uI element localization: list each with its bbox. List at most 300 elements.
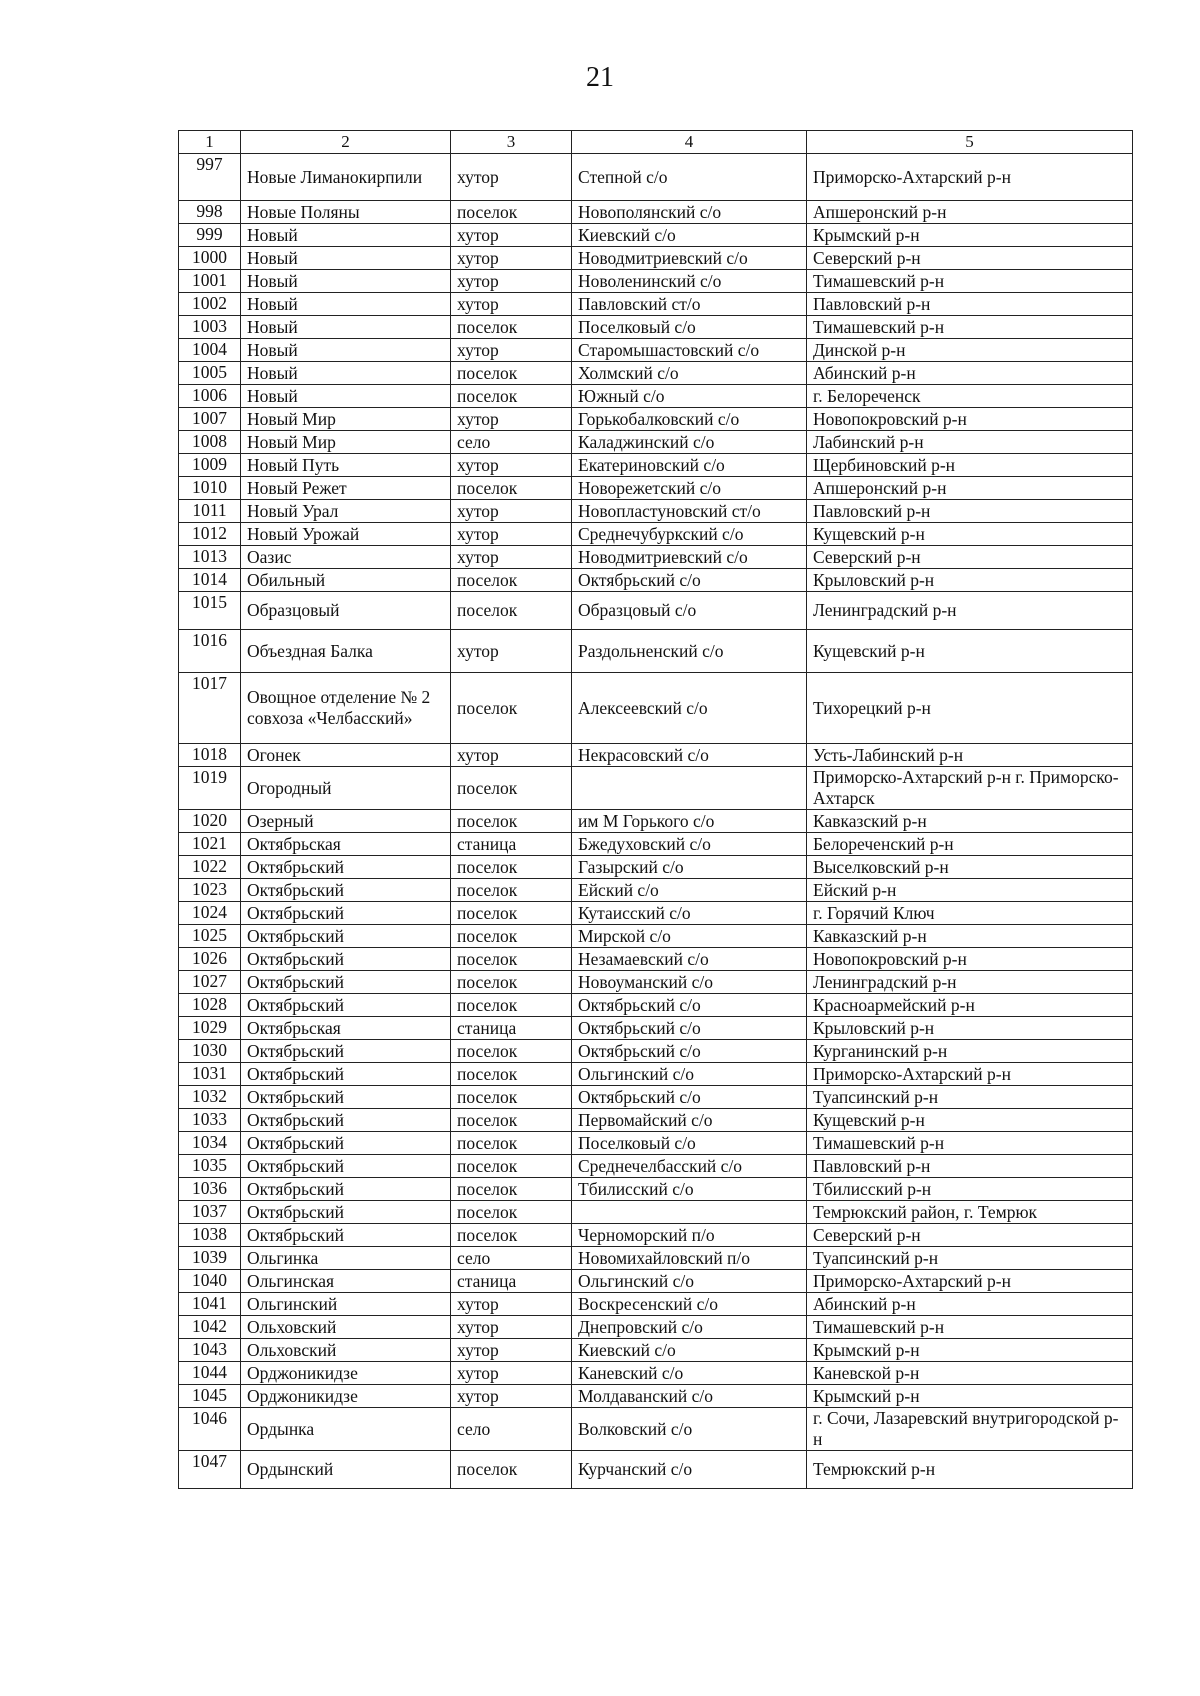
settlement-name-cell: Новый Путь bbox=[241, 454, 451, 477]
district-cell: Крымский р-н bbox=[807, 224, 1133, 247]
district-cell: Выселковский р-н bbox=[807, 856, 1133, 879]
settlement-name-cell: Октябрьский bbox=[241, 1201, 451, 1224]
settlement-type-cell: село bbox=[451, 431, 572, 454]
row-number-cell: 1013 bbox=[179, 546, 241, 569]
council-cell: Новорежетский с/о bbox=[572, 477, 807, 500]
settlement-type-cell: хутор bbox=[451, 224, 572, 247]
council-cell: Октябрьский с/о bbox=[572, 1086, 807, 1109]
settlement-name-cell: Ордынка bbox=[241, 1408, 451, 1451]
table-row bbox=[179, 630, 1133, 673]
settlement-type-cell: поселок bbox=[451, 1063, 572, 1086]
settlement-type-cell: хутор bbox=[451, 500, 572, 523]
table-row bbox=[179, 592, 1133, 630]
row-number-cell: 1041 bbox=[179, 1293, 241, 1316]
table-row bbox=[179, 431, 1133, 454]
settlement-name-cell: Ольгинская bbox=[241, 1270, 451, 1293]
table-header-row bbox=[179, 131, 1133, 154]
settlement-type-cell: поселок bbox=[451, 673, 572, 744]
table-row bbox=[179, 339, 1133, 362]
row-number-cell: 1025 bbox=[179, 925, 241, 948]
settlement-name-cell: Октябрьский bbox=[241, 948, 451, 971]
district-cell: Курганинский р-н bbox=[807, 1040, 1133, 1063]
council-cell: Южный с/о bbox=[572, 385, 807, 408]
settlement-name-cell: Ольгинка bbox=[241, 1247, 451, 1270]
table-row bbox=[179, 362, 1133, 385]
council-cell: Бжедуховский с/о bbox=[572, 833, 807, 856]
settlement-name-cell: Октябрьский bbox=[241, 856, 451, 879]
row-number-cell: 1016 bbox=[179, 630, 241, 673]
table-row bbox=[179, 1017, 1133, 1040]
row-number-cell: 1029 bbox=[179, 1017, 241, 1040]
settlement-name-cell: Октябрьский bbox=[241, 925, 451, 948]
settlement-name-cell: Октябрьский bbox=[241, 902, 451, 925]
district-cell: Крымский р-н bbox=[807, 1385, 1133, 1408]
settlement-name-cell: Новый Урал bbox=[241, 500, 451, 523]
row-number-cell: 1022 bbox=[179, 856, 241, 879]
table-row bbox=[179, 971, 1133, 994]
table-row bbox=[179, 408, 1133, 431]
table-row bbox=[179, 767, 1133, 810]
settlement-type-cell: поселок bbox=[451, 1224, 572, 1247]
row-number-cell: 1021 bbox=[179, 833, 241, 856]
table-row bbox=[179, 270, 1133, 293]
settlement-type-cell: хутор bbox=[451, 630, 572, 673]
district-cell: г. Белореченск bbox=[807, 385, 1133, 408]
district-cell: Северский р-н bbox=[807, 546, 1133, 569]
district-cell: Тихорецкий р-н bbox=[807, 673, 1133, 744]
district-cell: Лабинский р-н bbox=[807, 431, 1133, 454]
table-row bbox=[179, 1316, 1133, 1339]
table-row bbox=[179, 1408, 1133, 1451]
row-number-cell: 1017 bbox=[179, 673, 241, 744]
council-cell: Поселковый с/о bbox=[572, 316, 807, 339]
table-row bbox=[179, 224, 1133, 247]
table-row bbox=[179, 1178, 1133, 1201]
council-cell: Новоуманский с/о bbox=[572, 971, 807, 994]
settlement-type-cell: хутор bbox=[451, 1293, 572, 1316]
settlement-name-cell: Орджоникидзе bbox=[241, 1362, 451, 1385]
settlement-type-cell: хутор bbox=[451, 339, 572, 362]
row-number-cell: 998 bbox=[179, 201, 241, 224]
council-cell: Ольгинский с/о bbox=[572, 1063, 807, 1086]
table-row bbox=[179, 477, 1133, 500]
district-cell: Каневской р-н bbox=[807, 1362, 1133, 1385]
table-row bbox=[179, 1270, 1133, 1293]
council-cell: Воскресенский с/о bbox=[572, 1293, 807, 1316]
row-number-cell: 1024 bbox=[179, 902, 241, 925]
council-cell: Кутаисский с/о bbox=[572, 902, 807, 925]
settlement-type-cell: поселок bbox=[451, 994, 572, 1017]
council-cell: Образцовый с/о bbox=[572, 592, 807, 630]
row-number-cell: 1012 bbox=[179, 523, 241, 546]
table-row bbox=[179, 1247, 1133, 1270]
column-header: 3 bbox=[451, 131, 572, 154]
settlement-name-cell: Новые Поляны bbox=[241, 201, 451, 224]
district-cell: Павловский р-н bbox=[807, 293, 1133, 316]
row-number-cell: 1037 bbox=[179, 1201, 241, 1224]
row-number-cell: 1011 bbox=[179, 500, 241, 523]
table-row bbox=[179, 833, 1133, 856]
council-cell: Горькобалковский с/о bbox=[572, 408, 807, 431]
settlement-type-cell: поселок bbox=[451, 879, 572, 902]
council-cell: им М Горького с/о bbox=[572, 810, 807, 833]
table-row bbox=[179, 925, 1133, 948]
council-cell: Раздольненский с/о bbox=[572, 630, 807, 673]
settlement-type-cell: поселок bbox=[451, 316, 572, 339]
row-number-cell: 1009 bbox=[179, 454, 241, 477]
table-row bbox=[179, 154, 1133, 201]
district-cell: Кавказский р-н bbox=[807, 810, 1133, 833]
settlement-name-cell: Октябрьская bbox=[241, 833, 451, 856]
row-number-cell: 1023 bbox=[179, 879, 241, 902]
council-cell: Первомайский с/о bbox=[572, 1109, 807, 1132]
row-number-cell: 1031 bbox=[179, 1063, 241, 1086]
table-row bbox=[179, 247, 1133, 270]
table-row bbox=[179, 1293, 1133, 1316]
settlement-type-cell: станица bbox=[451, 833, 572, 856]
settlement-name-cell: Новый Урожай bbox=[241, 523, 451, 546]
district-cell: Северский р-н bbox=[807, 247, 1133, 270]
council-cell: Новоленинский с/о bbox=[572, 270, 807, 293]
settlement-name-cell: Октябрьский bbox=[241, 1040, 451, 1063]
council-cell: Киевский с/о bbox=[572, 1339, 807, 1362]
council-cell: Холмский с/о bbox=[572, 362, 807, 385]
settlement-name-cell: Огонек bbox=[241, 744, 451, 767]
settlement-name-cell: Обильный bbox=[241, 569, 451, 592]
row-number-cell: 1035 bbox=[179, 1155, 241, 1178]
settlement-name-cell: Октябрьский bbox=[241, 879, 451, 902]
council-cell: Некрасовский с/о bbox=[572, 744, 807, 767]
council-cell bbox=[572, 767, 807, 810]
council-cell: Новодмитриевский с/о bbox=[572, 247, 807, 270]
settlement-type-cell: село bbox=[451, 1247, 572, 1270]
district-cell: г. Горячий Ключ bbox=[807, 902, 1133, 925]
district-cell: Туапсинский р-н bbox=[807, 1086, 1133, 1109]
district-cell: Павловский р-н bbox=[807, 1155, 1133, 1178]
row-number-cell: 1005 bbox=[179, 362, 241, 385]
settlement-type-cell: поселок bbox=[451, 1109, 572, 1132]
council-cell: Октябрьский с/о bbox=[572, 569, 807, 592]
settlement-name-cell: Ордынский bbox=[241, 1451, 451, 1489]
council-cell: Поселковый с/о bbox=[572, 1132, 807, 1155]
district-cell: Приморско-Ахтарский р-н bbox=[807, 1063, 1133, 1086]
row-number-cell: 1002 bbox=[179, 293, 241, 316]
council-cell: Среднечубуркский с/о bbox=[572, 523, 807, 546]
council-cell: Павловский ст/о bbox=[572, 293, 807, 316]
settlement-type-cell: село bbox=[451, 1408, 572, 1451]
council-cell: Степной с/о bbox=[572, 154, 807, 201]
district-cell: Новопокровский р-н bbox=[807, 948, 1133, 971]
row-number-cell: 1036 bbox=[179, 1178, 241, 1201]
council-cell: Новополянский с/о bbox=[572, 201, 807, 224]
settlement-name-cell: Новый Режет bbox=[241, 477, 451, 500]
row-number-cell: 997 bbox=[179, 154, 241, 201]
table-row bbox=[179, 879, 1133, 902]
council-cell: Среднечелбасский с/о bbox=[572, 1155, 807, 1178]
table-row bbox=[179, 1063, 1133, 1086]
council-cell: Мирской с/о bbox=[572, 925, 807, 948]
table-row bbox=[179, 293, 1133, 316]
council-cell: Алексеевский с/о bbox=[572, 673, 807, 744]
table-row bbox=[179, 994, 1133, 1017]
settlement-name-cell: Октябрьский bbox=[241, 1132, 451, 1155]
council-cell: Новомихайловский п/о bbox=[572, 1247, 807, 1270]
council-cell: Каневский с/о bbox=[572, 1362, 807, 1385]
row-number-cell: 1047 bbox=[179, 1451, 241, 1489]
table-row bbox=[179, 454, 1133, 477]
council-cell: Волковский с/о bbox=[572, 1408, 807, 1451]
settlement-name-cell: Овощное отделение № 2 совхоза «Челбасский» bbox=[241, 673, 451, 744]
council-cell: Старомышастовский с/о bbox=[572, 339, 807, 362]
settlement-type-cell: хутор bbox=[451, 1385, 572, 1408]
district-cell: Ленинградский р-н bbox=[807, 592, 1133, 630]
district-cell: Новопокровский р-н bbox=[807, 408, 1133, 431]
settlements-table bbox=[178, 130, 1133, 1489]
district-cell: Тимашевский р-н bbox=[807, 270, 1133, 293]
column-header: 4 bbox=[572, 131, 807, 154]
settlement-name-cell: Октябрьская bbox=[241, 1017, 451, 1040]
council-cell: Ейский с/о bbox=[572, 879, 807, 902]
row-number-cell: 1042 bbox=[179, 1316, 241, 1339]
row-number-cell: 1020 bbox=[179, 810, 241, 833]
settlement-type-cell: хутор bbox=[451, 270, 572, 293]
settlement-type-cell: поселок bbox=[451, 1086, 572, 1109]
settlement-name-cell: Новый bbox=[241, 316, 451, 339]
settlement-type-cell: поселок bbox=[451, 1132, 572, 1155]
district-cell: Щербиновский р-н bbox=[807, 454, 1133, 477]
row-number-cell: 1014 bbox=[179, 569, 241, 592]
settlement-name-cell: Орджоникидзе bbox=[241, 1385, 451, 1408]
district-cell: Крымский р-н bbox=[807, 1339, 1133, 1362]
settlement-name-cell: Образцовый bbox=[241, 592, 451, 630]
row-number-cell: 1027 bbox=[179, 971, 241, 994]
district-cell: Абинский р-н bbox=[807, 362, 1133, 385]
settlement-type-cell: хутор bbox=[451, 1316, 572, 1339]
row-number-cell: 1004 bbox=[179, 339, 241, 362]
table-body bbox=[179, 154, 1133, 1489]
table-row bbox=[179, 902, 1133, 925]
table-row bbox=[179, 856, 1133, 879]
district-cell: г. Сочи, Лазаревский внутригородской р-н bbox=[807, 1408, 1133, 1451]
district-cell: Красноармейский р-н bbox=[807, 994, 1133, 1017]
council-cell: Октябрьский с/о bbox=[572, 1017, 807, 1040]
table-row bbox=[179, 1362, 1133, 1385]
row-number-cell: 999 bbox=[179, 224, 241, 247]
settlement-type-cell: поселок bbox=[451, 592, 572, 630]
council-cell: Днепровский с/о bbox=[572, 1316, 807, 1339]
district-cell: Северский р-н bbox=[807, 1224, 1133, 1247]
settlement-type-cell: поселок bbox=[451, 810, 572, 833]
settlement-name-cell: Новый bbox=[241, 247, 451, 270]
settlement-name-cell: Новый bbox=[241, 385, 451, 408]
settlement-type-cell: поселок bbox=[451, 362, 572, 385]
table-row bbox=[179, 948, 1133, 971]
council-cell: Новопластуновский ст/о bbox=[572, 500, 807, 523]
row-number-cell: 1045 bbox=[179, 1385, 241, 1408]
table-row bbox=[179, 1155, 1133, 1178]
settlement-type-cell: поселок bbox=[451, 856, 572, 879]
row-number-cell: 1034 bbox=[179, 1132, 241, 1155]
district-cell: Темрюкский р-н bbox=[807, 1451, 1133, 1489]
settlement-name-cell: Новый Мир bbox=[241, 408, 451, 431]
settlement-type-cell: хутор bbox=[451, 1362, 572, 1385]
table-row bbox=[179, 316, 1133, 339]
row-number-cell: 1010 bbox=[179, 477, 241, 500]
settlement-type-cell: поселок bbox=[451, 948, 572, 971]
table-row bbox=[179, 1385, 1133, 1408]
district-cell: Тимашевский р-н bbox=[807, 1132, 1133, 1155]
table-row bbox=[179, 201, 1133, 224]
district-cell: Туапсинский р-н bbox=[807, 1247, 1133, 1270]
district-cell: Приморско-Ахтарский р-н г. Приморско-Ахтарск bbox=[807, 767, 1133, 810]
table-row bbox=[179, 546, 1133, 569]
table-row bbox=[179, 385, 1133, 408]
settlement-name-cell: Новые Лиманокирпили bbox=[241, 154, 451, 201]
settlement-type-cell: поселок bbox=[451, 477, 572, 500]
table-row bbox=[179, 523, 1133, 546]
row-number-cell: 1018 bbox=[179, 744, 241, 767]
settlement-name-cell: Октябрьский bbox=[241, 1155, 451, 1178]
row-number-cell: 1015 bbox=[179, 592, 241, 630]
settlement-type-cell: поселок bbox=[451, 1451, 572, 1489]
table-row bbox=[179, 1086, 1133, 1109]
column-header: 2 bbox=[241, 131, 451, 154]
settlement-type-cell: поселок bbox=[451, 1201, 572, 1224]
row-number-cell: 1019 bbox=[179, 767, 241, 810]
settlement-name-cell: Новый Мир bbox=[241, 431, 451, 454]
council-cell: Черноморский п/о bbox=[572, 1224, 807, 1247]
district-cell: Приморско-Ахтарский р-н bbox=[807, 154, 1133, 201]
settlement-type-cell: поселок bbox=[451, 385, 572, 408]
settlement-name-cell: Озерный bbox=[241, 810, 451, 833]
row-number-cell: 1033 bbox=[179, 1109, 241, 1132]
district-cell: Кущевский р-н bbox=[807, 1109, 1133, 1132]
settlement-type-cell: хутор bbox=[451, 154, 572, 201]
settlement-name-cell: Новый bbox=[241, 339, 451, 362]
row-number-cell: 1000 bbox=[179, 247, 241, 270]
settlement-name-cell: Октябрьский bbox=[241, 994, 451, 1017]
row-number-cell: 1038 bbox=[179, 1224, 241, 1247]
district-cell: Усть-Лабинский р-н bbox=[807, 744, 1133, 767]
settlement-type-cell: хутор bbox=[451, 546, 572, 569]
row-number-cell: 1030 bbox=[179, 1040, 241, 1063]
council-cell: Октябрьский с/о bbox=[572, 1040, 807, 1063]
row-number-cell: 1046 bbox=[179, 1408, 241, 1451]
row-number-cell: 1040 bbox=[179, 1270, 241, 1293]
district-cell: Апшеронский р-н bbox=[807, 477, 1133, 500]
settlement-type-cell: поселок bbox=[451, 767, 572, 810]
settlement-type-cell: поселок bbox=[451, 902, 572, 925]
table-row bbox=[179, 1339, 1133, 1362]
settlement-name-cell: Новый bbox=[241, 293, 451, 316]
settlement-type-cell: хутор bbox=[451, 454, 572, 477]
settlement-name-cell: Ольгинский bbox=[241, 1293, 451, 1316]
settlement-type-cell: хутор bbox=[451, 293, 572, 316]
settlement-name-cell: Огородный bbox=[241, 767, 451, 810]
settlement-type-cell: станица bbox=[451, 1017, 572, 1040]
table-row bbox=[179, 1109, 1133, 1132]
page-number: 21 bbox=[586, 62, 614, 93]
district-cell: Тимашевский р-н bbox=[807, 1316, 1133, 1339]
council-cell: Молдаванский с/о bbox=[572, 1385, 807, 1408]
settlement-type-cell: хутор bbox=[451, 408, 572, 431]
district-cell: Тимашевский р-н bbox=[807, 316, 1133, 339]
council-cell: Ольгинский с/о bbox=[572, 1270, 807, 1293]
table-row bbox=[179, 744, 1133, 767]
district-cell: Ленинградский р-н bbox=[807, 971, 1133, 994]
settlement-type-cell: поселок bbox=[451, 1040, 572, 1063]
council-cell: Курчанский с/о bbox=[572, 1451, 807, 1489]
district-cell: Крыловский р-н bbox=[807, 569, 1133, 592]
table-row bbox=[179, 1224, 1133, 1247]
settlement-type-cell: поселок bbox=[451, 971, 572, 994]
district-cell: Апшеронский р-н bbox=[807, 201, 1133, 224]
settlement-type-cell: хутор bbox=[451, 247, 572, 270]
settlement-type-cell: станица bbox=[451, 1270, 572, 1293]
settlement-type-cell: поселок bbox=[451, 1178, 572, 1201]
council-cell: Октябрьский с/о bbox=[572, 994, 807, 1017]
row-number-cell: 1043 bbox=[179, 1339, 241, 1362]
council-cell: Газырский с/о bbox=[572, 856, 807, 879]
table-row bbox=[179, 673, 1133, 744]
district-cell: Ейский р-н bbox=[807, 879, 1133, 902]
settlement-type-cell: хутор bbox=[451, 1339, 572, 1362]
row-number-cell: 1008 bbox=[179, 431, 241, 454]
settlement-name-cell: Октябрьский bbox=[241, 971, 451, 994]
row-number-cell: 1032 bbox=[179, 1086, 241, 1109]
column-header: 5 bbox=[807, 131, 1133, 154]
row-number-cell: 1044 bbox=[179, 1362, 241, 1385]
district-cell: Крыловский р-н bbox=[807, 1017, 1133, 1040]
district-cell: Кавказский р-н bbox=[807, 925, 1133, 948]
table-row bbox=[179, 1132, 1133, 1155]
council-cell: Екатериновский с/о bbox=[572, 454, 807, 477]
settlement-name-cell: Новый bbox=[241, 224, 451, 247]
settlement-type-cell: поселок bbox=[451, 201, 572, 224]
settlement-type-cell: поселок bbox=[451, 925, 572, 948]
settlement-name-cell: Новый bbox=[241, 270, 451, 293]
district-cell: Павловский р-н bbox=[807, 500, 1133, 523]
row-number-cell: 1001 bbox=[179, 270, 241, 293]
council-cell bbox=[572, 1201, 807, 1224]
column-header: 1 bbox=[179, 131, 241, 154]
settlement-name-cell: Объездная Балка bbox=[241, 630, 451, 673]
settlement-type-cell: поселок bbox=[451, 569, 572, 592]
row-number-cell: 1007 bbox=[179, 408, 241, 431]
settlement-name-cell: Ольховский bbox=[241, 1339, 451, 1362]
table-row bbox=[179, 1451, 1133, 1489]
row-number-cell: 1003 bbox=[179, 316, 241, 339]
district-cell: Кущевский р-н bbox=[807, 630, 1133, 673]
settlement-name-cell: Новый bbox=[241, 362, 451, 385]
district-cell: Тбилисский р-н bbox=[807, 1178, 1133, 1201]
settlement-name-cell: Октябрьский bbox=[241, 1109, 451, 1132]
settlement-type-cell: хутор bbox=[451, 523, 572, 546]
row-number-cell: 1006 bbox=[179, 385, 241, 408]
settlement-name-cell: Октябрьский bbox=[241, 1224, 451, 1247]
district-cell: Темрюкский район, г. Темрюк bbox=[807, 1201, 1133, 1224]
council-cell: Каладжинский с/о bbox=[572, 431, 807, 454]
table-row bbox=[179, 500, 1133, 523]
district-cell: Абинский р-н bbox=[807, 1293, 1133, 1316]
table-row bbox=[179, 810, 1133, 833]
table-row bbox=[179, 1201, 1133, 1224]
table-row bbox=[179, 1040, 1133, 1063]
settlement-name-cell: Октябрьский bbox=[241, 1178, 451, 1201]
row-number-cell: 1026 bbox=[179, 948, 241, 971]
district-cell: Динской р-н bbox=[807, 339, 1133, 362]
district-cell: Приморско-Ахтарский р-н bbox=[807, 1270, 1133, 1293]
